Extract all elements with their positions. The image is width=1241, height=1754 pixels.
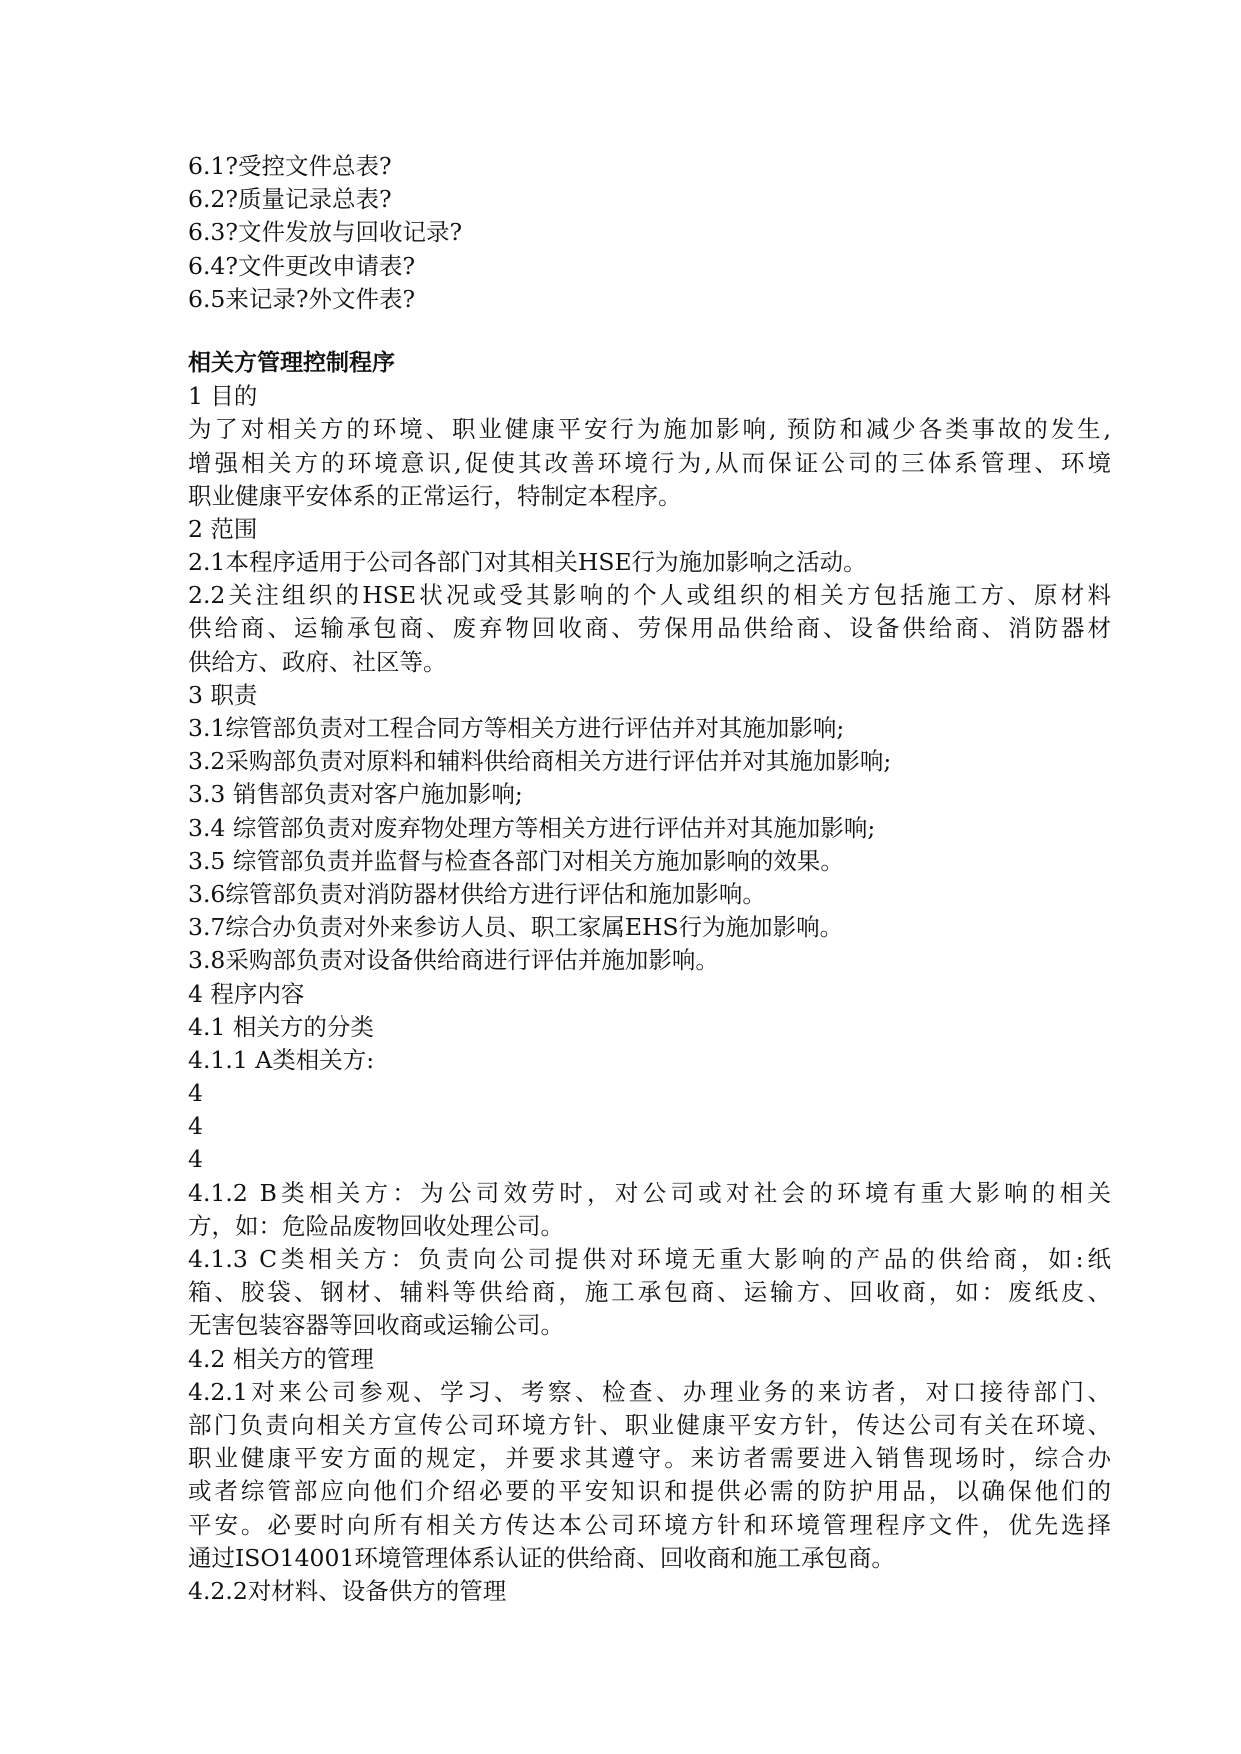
paragraph-line: 3.1综管部负责对工程合同方等相关方进行评估并对其施加影响;	[188, 714, 845, 742]
section-heading: 4 程序内容	[188, 979, 305, 1008]
paragraph-line: 职业健康平安方面的规定，并要求其遵守。来访者需要进入销售现场时，综合办	[188, 1444, 1111, 1473]
paragraph-line: 2.2关注组织的HSE状况或受其影响的个人或组织的相关方包括施工方、原材料	[188, 581, 1111, 610]
paragraph-line: 部门负责向相关方宣传公司环境方针、职业健康平安方针，传达公司有关在环境、	[188, 1410, 1111, 1439]
paragraph-line: 4.1.2 B类相关方：为公司效劳时，对公司或对社会的环境有重大影响的相关	[188, 1178, 1111, 1207]
list-item: 6.1?受控文件总表?	[188, 152, 392, 180]
paragraph-line: 通过ISO14001环境管理体系认证的供给商、回收商和施工承包商。	[188, 1543, 895, 1572]
paragraph-line: 无害包装容器等回收商或运输公司。	[188, 1311, 564, 1340]
paragraph-line: 3.2采购部负责对原料和辅料供给商相关方进行评估并对其施加影响;	[188, 747, 892, 776]
section-heading: 3 职责	[188, 680, 258, 709]
paragraph-line: 4	[188, 1079, 203, 1108]
paragraph-line: 4.1.3 C类相关方：负责向公司提供对环境无重大影响的产品的供给商，如:纸	[188, 1245, 1111, 1273]
paragraph-line: 方，如：危险品废物回收处理公司。	[188, 1211, 564, 1240]
list-item: 6.3?文件发放与回收记录?	[188, 218, 463, 247]
paragraph-line: 供给商、运输承包商、废弃物回收商、劳保用品供给商、设备供给商、消防器材	[188, 614, 1111, 643]
paragraph-line: 4.1.1 A类相关方:	[188, 1045, 375, 1074]
paragraph-line: 3.4 综管部负责对废弃物处理方等相关方进行评估并对其施加影响;	[188, 813, 876, 842]
paragraph-line: 3.6综管部负责对消防器材供给方进行评估和施加影响。	[188, 879, 766, 908]
paragraph-line: 3.3 销售部负责对客户施加影响;	[188, 780, 523, 809]
list-item: 6.2?质量记录总表?	[188, 185, 392, 214]
list-item: 6.4?文件更改申请表?	[188, 251, 416, 280]
paragraph-line: 2.1本程序适用于公司各部门对其相关HSE行为施加影响之活动。	[188, 548, 867, 577]
top-list	[188, 150, 1111, 316]
paragraph-line: 4	[188, 1112, 203, 1141]
spacer	[188, 316, 1111, 347]
section-heading: 1 目的	[188, 382, 258, 411]
body-text	[188, 380, 1111, 1608]
subsection-heading: 4.2 相关方的管理	[188, 1344, 374, 1373]
subsection-heading: 4.1 相关方的分类	[188, 1012, 374, 1041]
section-heading: 2 范围	[188, 514, 258, 543]
paragraph-line: 3.7综合办负责对外来参访人员、职工家属EHS行为施加影响。	[188, 913, 844, 942]
paragraph-line: 箱、胶袋、钢材、辅料等供给商，施工承包商、运输方、回收商，如：废纸皮、	[188, 1278, 1111, 1307]
paragraph-line: 增强相关方的环境意识,促使其改善环境行为,从而保证公司的三体系管理、环境	[188, 448, 1111, 477]
paragraph-line: 为了对相关方的环境、职业健康平安行为施加影响, 预防和减少各类事故的发生,	[188, 415, 1111, 444]
paragraph-line: 或者综管部应向他们介绍必要的平安知识和提供必需的防护用品，以确保他们的	[188, 1477, 1111, 1506]
section-title: 相关方管理控制程序	[188, 349, 395, 376]
list-item: 6.5来记录?外文件表?	[188, 284, 416, 313]
paragraph-line: 4.2.1对来公司参观、学习、考察、检查、办理业务的来访者，对口接待部门、	[188, 1377, 1111, 1406]
paragraph-line: 供给方、政府、社区等。	[188, 647, 447, 676]
paragraph-line: 平安。必要时向所有相关方传达本公司环境方针和环境管理程序文件，优先选择	[188, 1510, 1111, 1539]
paragraph-line: 4	[188, 1145, 203, 1174]
paragraph-line: 3.8采购部负责对设备供给商进行评估并施加影响。	[188, 946, 719, 975]
paragraph-line: 3.5 综管部负责并监督与检查各部门对相关方施加影响的效果。	[188, 846, 844, 875]
paragraph-line: 职业健康平安体系的正常运行，特制定本程序。	[188, 481, 682, 510]
paragraph-line: 4.2.2对材料、设备供方的管理	[188, 1576, 507, 1605]
